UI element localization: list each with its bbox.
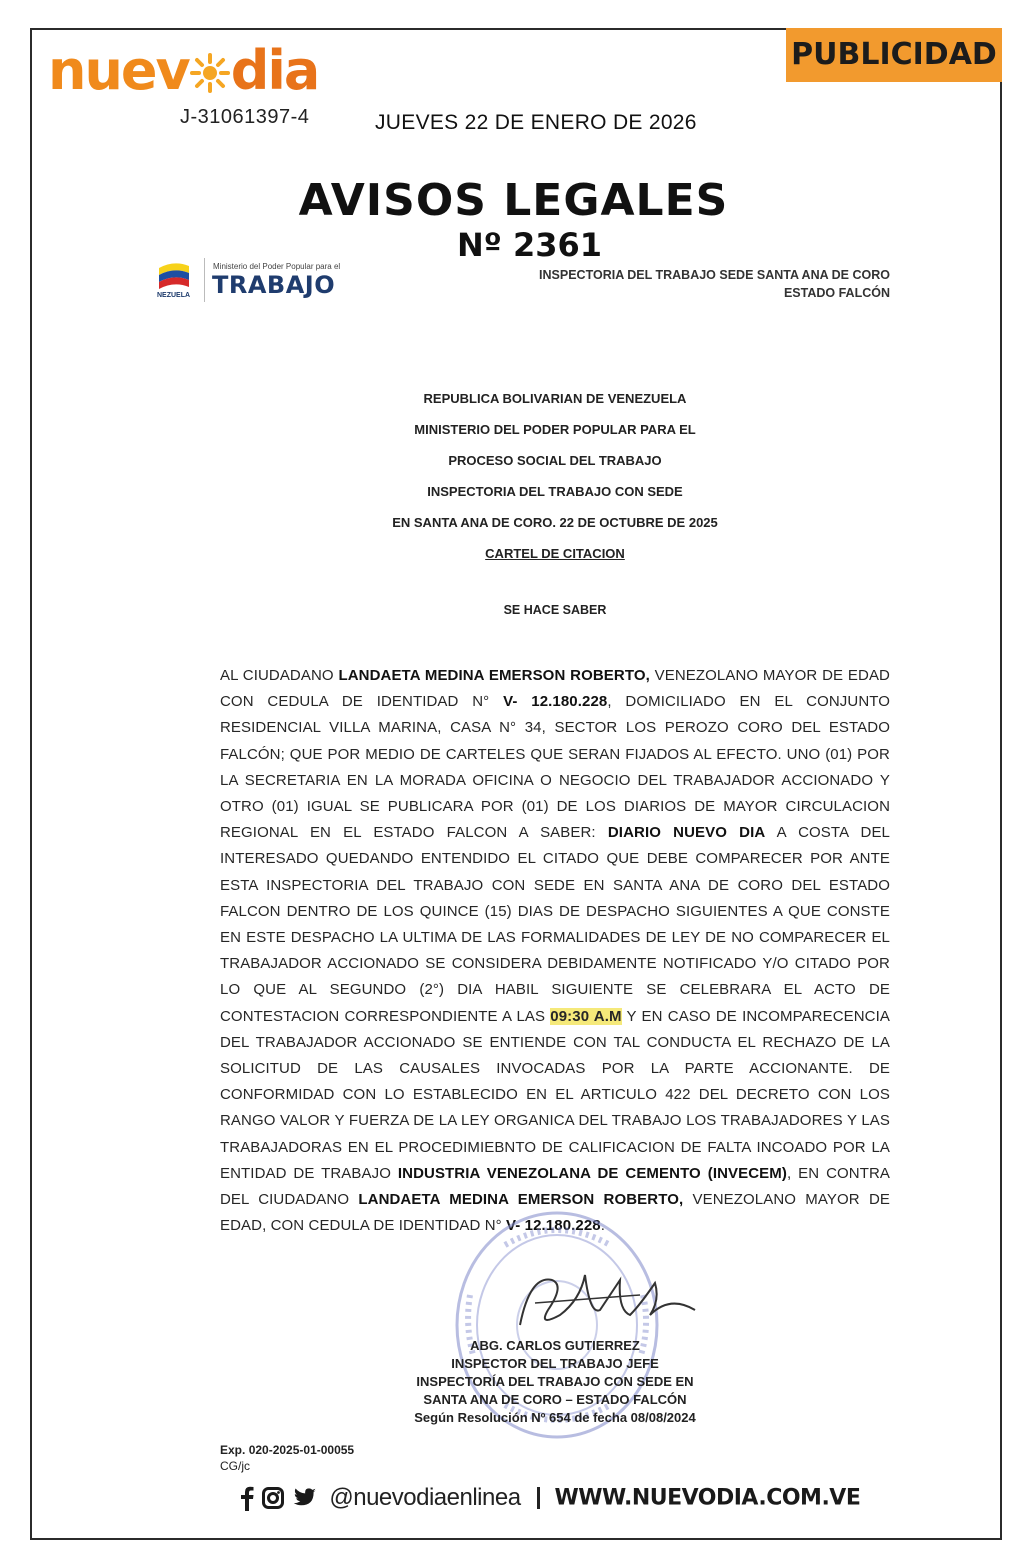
- body-text-segment: VENEZOLANO MAYOR DE EDAD CON CEDULA DE IDENTIDAD N°: [220, 667, 890, 711]
- heading-line: PROCESO SOCIAL DEL TRABAJO: [448, 453, 662, 468]
- ministry-small-text: Ministerio del Poder Popular para el: [213, 262, 341, 271]
- publication-date: JUEVES 22 DE ENERO DE 2026: [375, 111, 697, 134]
- heading-line: REPUBLICA BOLIVARIAN DE VENEZUELA: [423, 391, 687, 406]
- body-text-segment: A COSTA DEL INTERESADO QUEDANDO ENTENDIDO EL CITADO QUE DEBE COMPARECER POR ANTE ESTA INSPECTORIA DEL TRABAJO CON SEDE EN SANTA ANA DE CORO DEL ESTADO FALCON DENTRO DE LOS QUINCE (15) DIAS DE DESPACHO SIGUIENTES A QUE CONSTE EN ESTE DESPACHO LA ULTIMA DE LAS FORMALIDADES DE LEY DE NO COMPARECER EL TRABAJADOR ACCIONADO SE CONSIDERA DEBIDAMENTE NOTIFICADO Y/O CITADO POR LO QUE AL SEGUNDO (2°) DIA HABIL SIGUIENTE SE CELEBRARA EL ACTO DE CONTESTACION CORRESPONDIENTE A LAS: [220, 824, 890, 1025]
- citizen-id: V- 12.180.228: [506, 1217, 601, 1235]
- facebook-icon[interactable]: [240, 1485, 254, 1511]
- hearing-time: 09:30 A.M: [550, 1007, 622, 1025]
- hace-saber: SE HACE SABER: [503, 603, 607, 617]
- notice-number: Nº 2361: [456, 226, 603, 264]
- citizen-name: LANDAETA MEDINA EMERSON ROBERTO,: [358, 1191, 684, 1209]
- expediente-block: [220, 1442, 354, 1474]
- notice-body: [220, 663, 890, 1239]
- ministry-logo: [157, 258, 357, 304]
- ministry-big-text: TRABAJO: [212, 271, 336, 299]
- handwritten-signature: [490, 1255, 700, 1345]
- venezuela-flag-icon: [157, 260, 191, 290]
- footer-divider: [537, 1487, 540, 1509]
- heading-line: INSPECTORIA DEL TRABAJO CON SEDE: [427, 484, 683, 499]
- initials: CG/jc: [220, 1459, 250, 1473]
- body-text-segment: VENEZOLANO MAYOR DE EDAD, CON CEDULA DE IDENTIDAD N°: [220, 1191, 890, 1235]
- cartel-title: CARTEL DE CITACION: [485, 546, 625, 561]
- logo-text-left: nuev: [48, 39, 189, 102]
- signer-location: SANTA ANA DE CORO – ESTADO FALCÓN: [423, 1392, 687, 1407]
- body-text-segment: .: [600, 1217, 606, 1235]
- expediente-number: 020-2025-01-00055: [248, 1443, 355, 1457]
- website-link[interactable]: WWW.NUEVODIA.COM.VE: [554, 1485, 861, 1511]
- heading-block: [300, 388, 810, 574]
- company-name: INDUSTRIA VENEZOLANA DE CEMENTO (INVECEM): [397, 1164, 787, 1182]
- body-text-segment: , EN CONTRA DEL CIUDADANO: [220, 1164, 891, 1209]
- logo-text-right: dia: [230, 39, 319, 102]
- rif-number: J-31061397-4: [180, 106, 310, 128]
- signer-title: INSPECTOR DEL TRABAJO JEFE: [451, 1356, 659, 1371]
- inspectoria-line-1: INSPECTORIA DEL TRABAJO SEDE SANTA ANA DE CORO: [539, 268, 890, 282]
- inspectoria-line-2: ESTADO FALCÓN: [783, 286, 890, 300]
- nuevodia-logo: [48, 40, 318, 102]
- signer-resolution: Según Resolución Nº 654 de fecha 08/08/2024: [414, 1410, 696, 1425]
- heading-line: MINISTERIO DEL PODER POPULAR PARA EL: [414, 422, 696, 437]
- social-handle[interactable]: @nuevodiaenlinea: [329, 1484, 521, 1511]
- body-text-segment: , DOMICILIADO EN EL CONJUNTO RESIDENCIAL VILLA MARINA, CASA N° 34, SECTOR LOS PEROZO CORO DEL ESTADO FALCÓN; QUE POR MEDIO DE CARTELES QUE SERAN FIJADOS AL EFECTO. UNO (01) POR LA SECRETARIA EN LA MORADA OFICINA O NEGOCIO DEL TRABAJADOR ACCIONADO Y OTRO (01) IGUAL SE PUBLICARA POR (01) DE LOS DIARIOS DE MAYOR CIRCULACION REGIONAL EN EL ESTADO FALCON A SABER:: [220, 693, 891, 842]
- page-title: AVISOS LEGALES: [298, 175, 729, 226]
- citizen-id: V- 12.180.228: [503, 693, 608, 711]
- flag-caption: NEZUELA: [157, 292, 191, 299]
- publicidad-badge: [786, 28, 1002, 82]
- signature-block: [380, 1337, 730, 1427]
- body-text-segment: Y EN CASO DE INCOMPARECENCIA DEL TRABAJADOR ACCIONADO SE ENTIENDE CON TAL CONDUCTA EL RECHAZO DE LA SOLICITUD DE LAS CAUSALES INVOCADAS POR LA PARTE ACCIONANTE. DE CONFORMIDAD CON LO ESTABLECIDO EN EL ARTICULO 422 DEL DECRETO CON LOS RANGO VALOR Y FUERZA DE LA LEY ORGANICA DEL TRABAJO LOS TRABAJADORES Y LAS TRABAJADORAS EN EL PROCEDIMIEBNTO DE CALIFICACION DE FALTA INCOADO POR LA ENTIDAD DE TRABAJO: [220, 1007, 890, 1182]
- citizen-name: LANDAETA MEDINA EMERSON ROBERTO,: [338, 667, 650, 684]
- publicidad-label: PUBLICIDAD: [791, 37, 997, 72]
- body-text-segment: AL CIUDADANO: [220, 667, 339, 684]
- signer-name: ABG. CARLOS GUTIERREZ: [470, 1338, 640, 1353]
- inspectoria-header: [539, 266, 890, 302]
- instagram-icon[interactable]: [262, 1487, 284, 1509]
- newspaper-name: DIARIO NUEVO DIA: [607, 824, 766, 842]
- sun-icon: [190, 53, 230, 93]
- twitter-icon[interactable]: [293, 1488, 317, 1508]
- logo-divider: [204, 258, 205, 302]
- heading-line: EN SANTA ANA DE CORO. 22 DE OCTUBRE DE 2025: [392, 515, 718, 530]
- signer-office: INSPECTORÍA DEL TRABAJO CON SEDE EN: [416, 1374, 694, 1389]
- expediente-label: Exp.: [220, 1443, 249, 1457]
- footer: [240, 1484, 860, 1518]
